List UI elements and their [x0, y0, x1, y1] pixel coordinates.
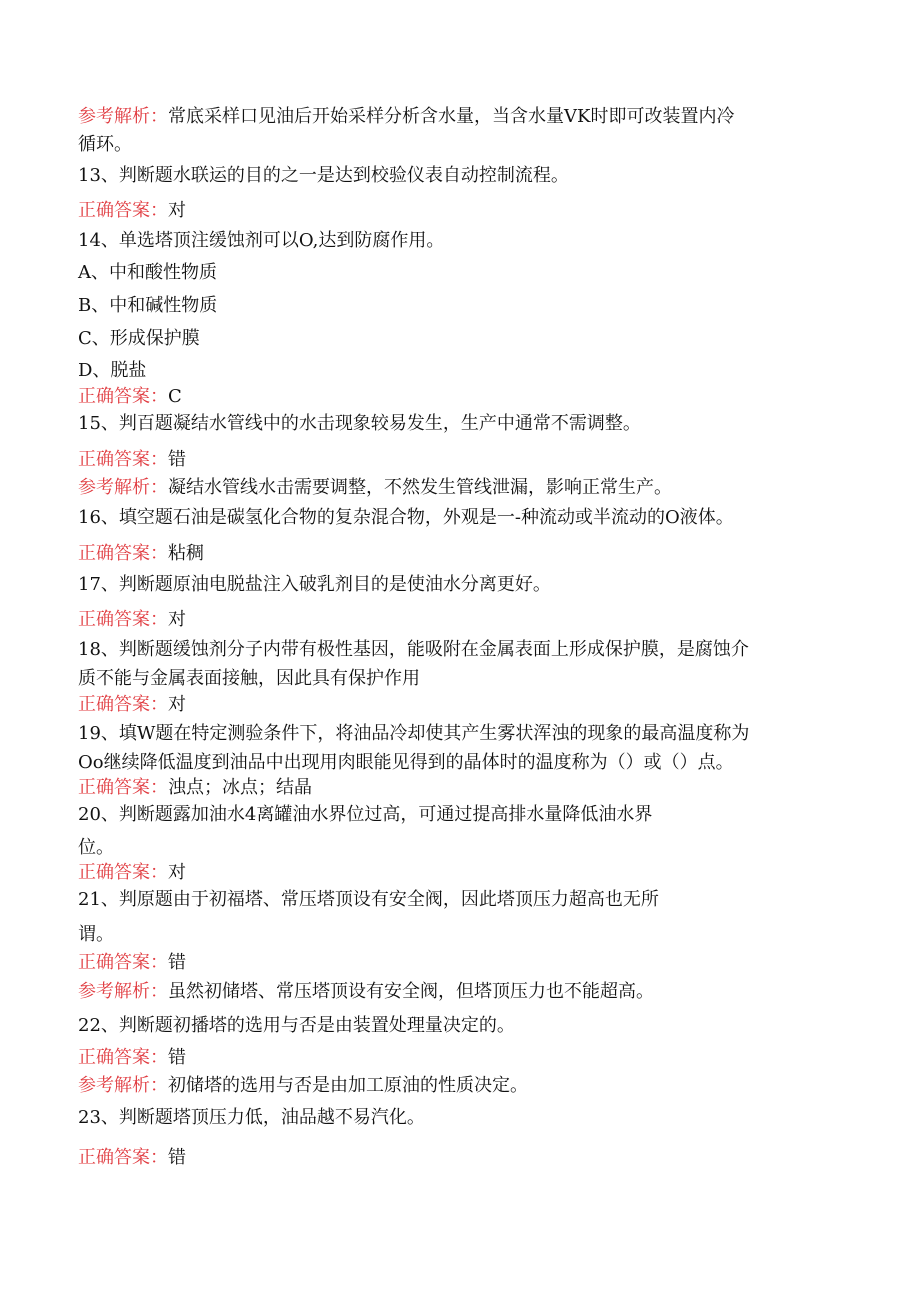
answer-label: 正确答案：	[78, 200, 168, 221]
analysis-text: 凝结水管线水击需要调整，不然发生管线泄漏，影响正常生产。	[168, 477, 672, 498]
option-d: D、脱盐	[78, 360, 147, 381]
answer-23	[78, 1147, 186, 1169]
answer-13	[78, 200, 186, 222]
option-b: B、中和碱性物质	[78, 295, 218, 316]
question-21: 21、判原题由于初福塔、常压塔顶设有安全阀，因此塔顶压力超高也无所	[78, 889, 659, 910]
answer-label: 正确答案：	[78, 386, 168, 407]
answer-14	[78, 386, 182, 408]
answer-value: 对	[168, 694, 186, 715]
answer-label: 正确答案：	[78, 777, 168, 798]
answer-label: 正确答案：	[78, 1147, 168, 1168]
answer-label: 正确答案：	[78, 694, 168, 715]
question-20: 20、判断题露加油水4离罐油水界位过高，可通过提高排水量降低油水界	[78, 804, 653, 825]
answer-18	[78, 694, 186, 716]
answer-17	[78, 609, 186, 631]
answer-value: 错	[168, 1147, 186, 1168]
question-17: 17、判断题原油电脱盐注入破乳剂目的是使油水分离更好。	[78, 574, 551, 595]
question-22: 22、判断题初播塔的选用与否是由装置处理量决定的。	[78, 1015, 515, 1036]
answer-label: 正确答案：	[78, 952, 168, 973]
question-19-cont: Oo继续降低温度到油品中出现用肉眼能见得到的晶体时的温度称为（）或（）点。	[78, 752, 734, 773]
question-16: 16、填空题石油是碳氢化合物的复杂混合物，外观是一-种流动或半流动的O液体。	[78, 507, 734, 528]
answer-value: 浊点；冰点；结晶	[168, 777, 312, 798]
analysis-label: 参考解析：	[78, 1075, 168, 1096]
question-23: 23、判断题塔顶压力低，油品越不易汽化。	[78, 1107, 425, 1128]
answer-21	[78, 952, 186, 974]
answer-15	[78, 449, 186, 471]
question-18: 18、判断题缓蚀剂分子内带有极性基因，能吸附在金属表面上形成保护膜，是腐蚀介	[78, 639, 749, 660]
analysis-12	[78, 106, 734, 128]
answer-19	[78, 777, 312, 799]
answer-value: 错	[168, 449, 186, 470]
analysis-15	[78, 477, 672, 499]
answer-value: 错	[168, 952, 186, 973]
analysis-label: 参考解析：	[78, 106, 168, 127]
answer-label: 正确答案：	[78, 609, 168, 630]
answer-value: 粘稠	[168, 543, 204, 564]
question-21-cont: 谓。	[78, 924, 114, 945]
analysis-text: 虽然初储塔、常压塔顶设有安全阀，但塔顶压力也不能超高。	[168, 981, 654, 1002]
answer-22	[78, 1047, 186, 1069]
answer-value: 对	[168, 862, 186, 883]
question-18-cont: 质不能与金属表面接触，因此具有保护作用	[78, 668, 420, 689]
answer-label: 正确答案：	[78, 449, 168, 470]
question-13: 13、判断题水联运的目的之一是达到校验仪表自动控制流程。	[78, 165, 569, 186]
option-c: C、形成保护膜	[78, 328, 200, 349]
analysis-text: 常底采样口见油后开始采样分析含水量，当含水量VK时即可改装置内冷	[168, 106, 735, 127]
answer-label: 正确答案：	[78, 862, 168, 883]
answer-label: 正确答案：	[78, 1047, 168, 1068]
question-20-cont: 位。	[78, 837, 114, 858]
question-19: 19、填W题在特定测验条件下，将油品冷却使其产生雾状浑浊的现象的最高温度称为	[78, 723, 750, 744]
answer-value: 对	[168, 609, 186, 630]
answer-16	[78, 543, 204, 565]
answer-value: 错	[168, 1047, 186, 1068]
analysis-label: 参考解析：	[78, 981, 168, 1002]
answer-value: C	[168, 386, 182, 407]
analysis-text: 初储塔的选用与否是由加工原油的性质决定。	[168, 1075, 528, 1096]
analysis-21	[78, 981, 654, 1003]
analysis-text-cont: 循环。	[78, 134, 132, 155]
answer-label: 正确答案：	[78, 543, 168, 564]
analysis-label: 参考解析：	[78, 477, 168, 498]
answer-value: 对	[168, 200, 186, 221]
option-a: A、中和酸性物质	[78, 262, 217, 283]
question-15: 15、判百题凝结水管线中的水击现象较易发生，生产中通常不需调整。	[78, 413, 641, 434]
answer-20	[78, 862, 186, 884]
question-14: 14、单选塔顶注缓蚀剂可以O,达到防腐作用。	[78, 230, 445, 251]
analysis-22	[78, 1075, 528, 1097]
